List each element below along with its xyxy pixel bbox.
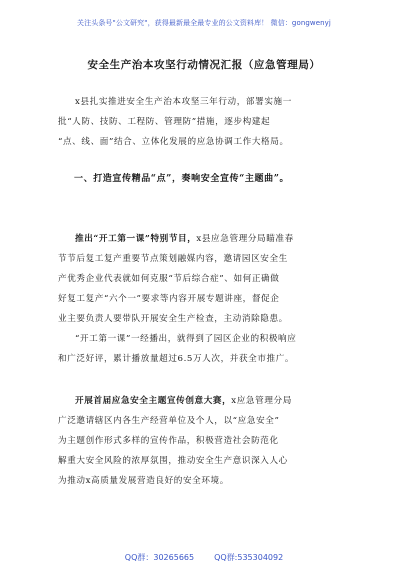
- para2-line-2: 和广泛好评，累计播放量超过6.5万人次，并获全市推广。: [58, 354, 295, 364]
- para1-line-3: 产优秀企业代表就如何克服“节后综合症”、如何正确做: [58, 274, 280, 284]
- banner-text: 关注头条号"公文研究"，获得最新最全最专业的公文资料库！ 微信：gongwenyj: [77, 19, 331, 27]
- para1-line-5: 业主要负责人要带队开展安全生产检查，主动消除隐患。: [58, 314, 288, 324]
- document-page: [0, 46, 408, 538]
- para3-line-4: 解重大安全风险的浓厚氛围，推动安全生产意识深入人心: [58, 456, 288, 466]
- para3-first-rest: x应急管理分局: [231, 396, 292, 406]
- intro-line-1: x县扎实推进安全生产治本攻坚三年行动，部署实施一: [75, 97, 292, 107]
- para1-first-rest: x县应急管理分局瞄准春: [196, 234, 294, 244]
- promo-footer: [0, 538, 408, 580]
- document-title: 安全生产治本攻坚行动情况汇报（应急管理局）: [87, 59, 321, 71]
- qq-group-1[interactable]: QQ群：30265665: [124, 553, 195, 562]
- footer-text: [0, 552, 408, 563]
- para3-line-2: 广泛邀请辖区内各生产经营单位及个人，以“应急安全”: [58, 416, 280, 426]
- para3-line-3: 为主题创作形式多样的宣传作品，积极营造社会防范化: [58, 436, 279, 446]
- intro-line-3: “点、线、面”结合、立体化发展的应急协调工作大格局。: [58, 137, 289, 147]
- para3-line-1: [58, 391, 354, 411]
- para3-lead: 开展首届应急安全主题宣传创意大赛，: [75, 396, 232, 406]
- para1-line-2: 节节后复工复产重要节点策划融媒内容，邀请园区安全生: [58, 254, 288, 264]
- para1-line-1: [58, 229, 354, 249]
- para3-line-5: 为推动x高质量发展营造良好的安全环境。: [58, 476, 229, 486]
- section-heading-1: 一、打造宣传精品“点”，奏响安全宣传“主题曲”。: [74, 174, 290, 184]
- qq-group-2[interactable]: QQ群:535304092: [214, 553, 284, 562]
- promo-banner: [0, 0, 408, 46]
- para1-lead: 推出“开工第一课”特别节目，: [75, 234, 197, 244]
- para1-line-4: 好复工复产“六个一”要求等内容开展专题讲座，督促企: [58, 294, 280, 304]
- para2-line-1: “开工第一课”一经播出，就得到了园区企业的积极响应: [75, 334, 297, 344]
- intro-line-2: 批“人防、技防、工程防、管理防”措施，逐步构建起: [58, 117, 271, 127]
